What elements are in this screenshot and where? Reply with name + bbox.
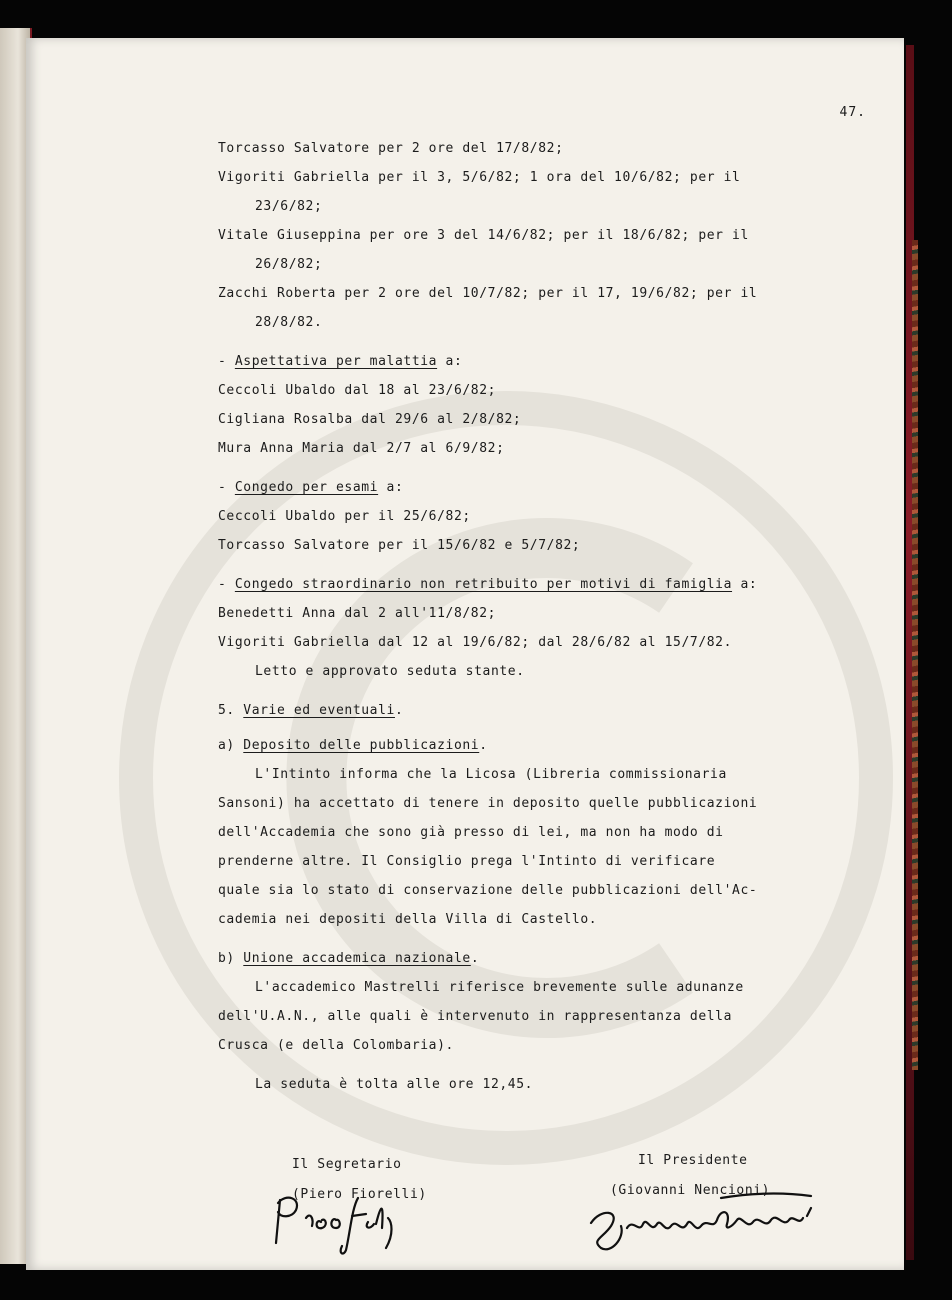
president-handwritten-signature xyxy=(581,1168,831,1258)
section-heading-congedo-straordinario: - Congedo straordinario non retribuito per motivi di famiglia a: xyxy=(218,577,758,592)
text-line: Zacchi Roberta per 2 ore del 10/7/82; per il 17, 19/6/82; per il xyxy=(218,286,758,301)
subsection-heading-unione: b) Unione accademica nazionale. xyxy=(218,951,480,966)
list-item: Ceccoli Ubaldo per il 25/6/82; xyxy=(218,509,471,524)
marbled-endpaper xyxy=(912,240,918,1070)
list-item: Cigliana Rosalba dal 29/6 al 2/8/82; xyxy=(218,412,522,427)
text-line: Torcasso Salvatore per 2 ore del 17/8/82; xyxy=(218,141,564,156)
president-role: Il Presidente xyxy=(638,1153,748,1168)
text-line: Vitale Giuseppina per ore 3 del 14/6/82; per il 18/6/82; per il xyxy=(218,228,749,243)
approval-note: Letto e approvato seduta stante. xyxy=(255,664,525,679)
list-item: Ceccoli Ubaldo dal 18 al 23/6/82; xyxy=(218,383,497,398)
list-item: Mura Anna Maria dal 2/7 al 6/9/82; xyxy=(218,441,505,456)
secretary-role: Il Segretario xyxy=(292,1157,402,1172)
text-line: Vigoriti Gabriella per il 3, 5/6/82; 1 ora del 10/6/82; per il xyxy=(218,170,741,185)
paragraph-line: prenderne altre. Il Consiglio prega l'Intinto di verificare xyxy=(218,854,716,869)
paragraph-line: L'accademico Mastrelli riferisce brevemente sulle adunanze xyxy=(255,980,744,995)
section-heading-congedo-esami: - Congedo per esami a: xyxy=(218,480,404,495)
closing-line: La seduta è tolta alle ore 12,45. xyxy=(255,1077,534,1092)
page-number: 47. xyxy=(839,105,866,120)
text-line: 26/8/82; xyxy=(255,257,323,272)
list-item: Torcasso Salvatore per il 15/6/82 e 5/7/82; xyxy=(218,538,581,553)
secretary-name: (Piero Fiorelli) xyxy=(292,1187,427,1202)
paragraph-line: Sansoni) ha accettato di tenere in deposito quelle pubblicazioni xyxy=(218,796,758,811)
paragraph-line: cademia nei depositi della Villa di Castello. xyxy=(218,912,598,927)
paragraph-line: quale sia lo stato di conservazione delle pubblicazioni dell'Ac- xyxy=(218,883,758,898)
section-heading-varie: 5. Varie ed eventuali. xyxy=(218,703,404,718)
secretary-handwritten-signature xyxy=(266,1188,406,1258)
list-item: Vigoriti Gabriella dal 12 al 19/6/82; dal 28/6/82 al 15/7/82. xyxy=(218,635,733,650)
subsection-heading-deposito: a) Deposito delle pubblicazioni. xyxy=(218,738,488,753)
section-heading-aspettativa: - Aspettativa per malattia a: xyxy=(218,354,463,369)
document-body xyxy=(218,134,818,1099)
document-page xyxy=(26,38,904,1270)
paragraph-line: Crusca (e della Colombaria). xyxy=(218,1038,454,1053)
paragraph-line: dell'U.A.N., alle quali è intervenuto in rappresentanza della xyxy=(218,1009,733,1024)
paragraph-line: L'Intinto informa che la Licosa (Libreria commissionaria xyxy=(255,767,727,782)
paragraph-line: dell'Accademia che sono già presso di lei, ma non ha modo di xyxy=(218,825,724,840)
list-item: Benedetti Anna dal 2 all'11/8/82; xyxy=(218,606,497,621)
text-line: 28/8/82. xyxy=(255,315,323,330)
president-name: (Giovanni Nencioni) xyxy=(610,1183,771,1198)
text-line: 23/6/82; xyxy=(255,199,323,214)
